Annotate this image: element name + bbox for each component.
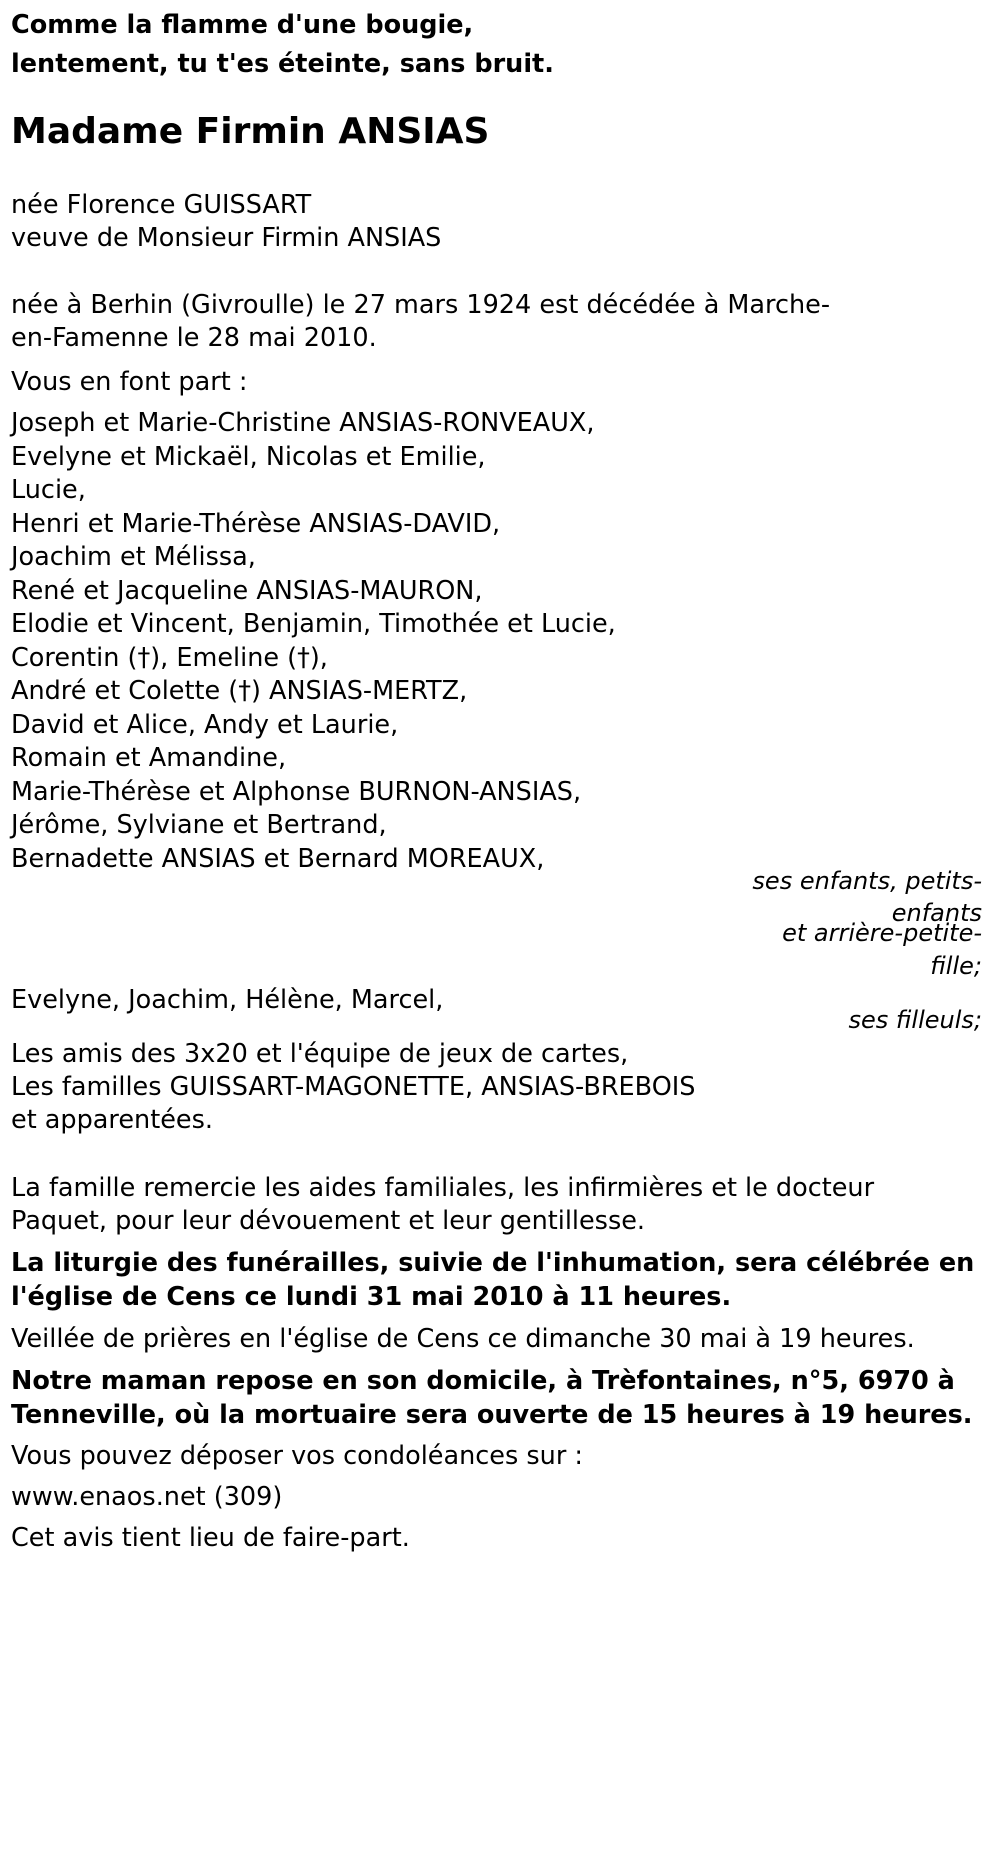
thanks-line-2: Paquet, pour leur dévouement et leur gentillesse. [11, 1206, 646, 1236]
condolences-line: Vous pouvez déposer vos condoléances sur : [11, 1441, 584, 1471]
website-link[interactable]: www.enaos.net (309) [11, 1482, 283, 1512]
family-line: Marie-Thérèse et Alphonse BURNON-ANSIAS, [11, 777, 582, 807]
thanks-line-1: La famille remercie les aides familiales, les infirmières et le docteur [11, 1173, 875, 1203]
announce-line: Vous en font part : [11, 367, 248, 397]
funeral-line-1: La liturgie des funérailles, suivie de l'inhumation, sera célébrée en [11, 1248, 975, 1278]
rest-line-2: Tenneville, où la mortuaire sera ouverte de 15 heures à 19 heures. [11, 1400, 973, 1430]
vigil-line: Veillée de prières en l'église de Cens ce dimanche 30 mai à 19 heures. [11, 1324, 915, 1354]
family-line: Henri et Marie-Thérèse ANSIAS-DAVID, [11, 509, 501, 539]
quote-line-1: Comme la flamme d'une bougie, [11, 10, 474, 40]
relation-children-line: fille; [930, 952, 982, 980]
family-line: Romain et Amandine, [11, 743, 287, 773]
funeral-line-2: l'église de Cens ce lundi 31 mai 2010 à 11 heures. [11, 1282, 732, 1312]
godchildren-line: Evelyne, Joachim, Hélène, Marcel, [11, 985, 444, 1015]
closing-line: Cet avis tient lieu de faire-part. [11, 1523, 410, 1553]
quote-line-2: lentement, tu t'es éteinte, sans bruit. [11, 49, 554, 79]
deceased-name: Madame Firmin ANSIAS [11, 111, 490, 152]
relation-children-line: et arrière-petite- [782, 919, 982, 947]
others-line: Les amis des 3x20 et l'équipe de jeux de cartes, [11, 1039, 629, 1069]
rest-line-1: Notre maman repose en son domicile, à Trèfontaines, n°5, 6970 à [11, 1366, 955, 1396]
others-line: Les familles GUISSART-MAGONETTE, ANSIAS-BREBOIS [11, 1072, 696, 1102]
family-line: Jérôme, Sylviane et Bertrand, [11, 810, 387, 840]
family-line: Elodie et Vincent, Benjamin, Timothée et Lucie, [11, 609, 616, 639]
family-line: Corentin (†), Emeline (†), [11, 643, 328, 673]
relation-godchildren: ses filleuls; [848, 1006, 982, 1034]
relation-children-line: ses enfants, petits- [752, 867, 982, 895]
birth-name: née Florence GUISSART [11, 190, 312, 220]
others-line: et apparentées. [11, 1105, 213, 1135]
dates-line-1: née à Berhin (Givroulle) le 27 mars 1924 est décédée à Marche- [11, 290, 831, 320]
family-line: David et Alice, Andy et Laurie, [11, 710, 399, 740]
family-line: Joachim et Mélissa, [11, 542, 256, 572]
widow-of: veuve de Monsieur Firmin ANSIAS [11, 223, 442, 253]
family-line: Evelyne et Mickaël, Nicolas et Emilie, [11, 442, 486, 472]
family-line: André et Colette (†) ANSIAS-MERTZ, [11, 676, 468, 706]
family-line: Joseph et Marie-Christine ANSIAS-RONVEAUX, [11, 408, 595, 438]
relation-children-line: enfants [891, 899, 982, 927]
family-line: René et Jacqueline ANSIAS-MAURON, [11, 576, 483, 606]
dates-line-2: en-Famenne le 28 mai 2010. [11, 323, 377, 353]
family-line: Lucie, [11, 475, 86, 505]
family-line: Bernadette ANSIAS et Bernard MOREAUX, [11, 844, 545, 874]
